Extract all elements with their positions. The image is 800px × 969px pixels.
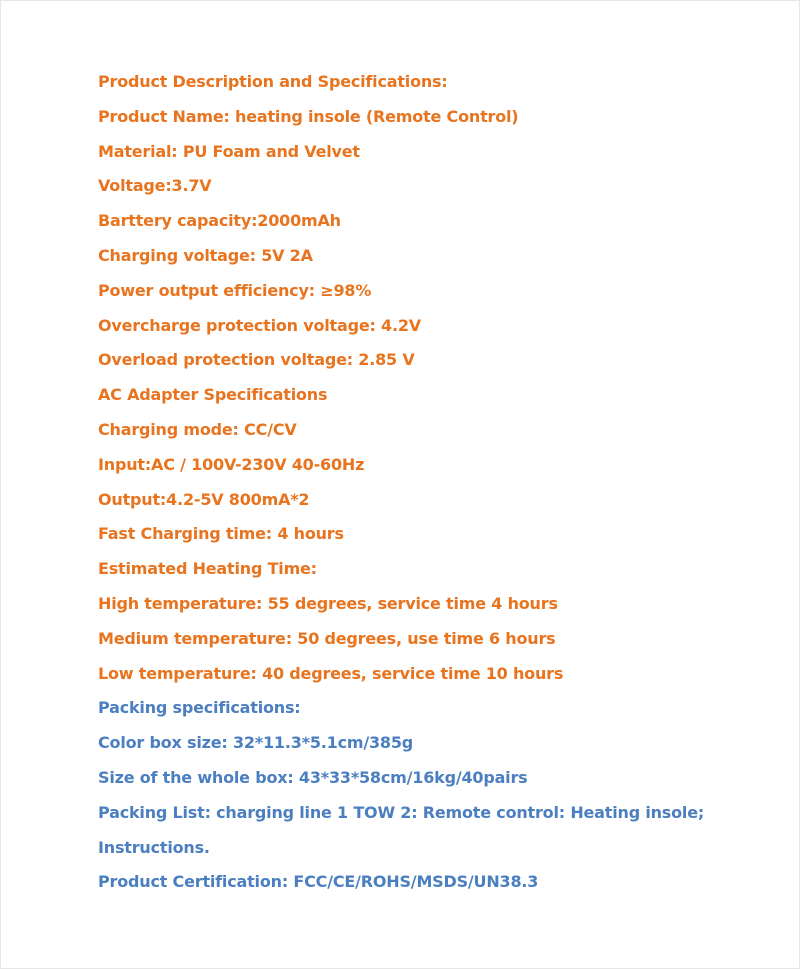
section-heading-packing: Packing specifications: [98,698,301,718]
output-line: Output:4.2-5V 800mA*2 [98,489,310,509]
certification-line: Product Certification: FCC/CE/ROHS/MSDS/UN38.3 [98,872,539,892]
charging-mode-line: Charging mode: CC/CV [98,419,297,439]
high-temperature-line: High temperature: 55 degrees, service time 4 hours [98,593,558,613]
instructions-line: Instructions. [98,837,210,857]
overload-protection-line: Overload protection voltage: 2.85 V [98,350,415,370]
medium-temperature-line: Medium temperature: 50 degrees, use time 6 hours [98,628,556,648]
battery-capacity-line: Barttery capacity:2000mAh [98,211,341,231]
section-heading-description: Product Description and Specifications: [98,72,448,91]
packing-list-line: Packing List: charging line 1 TOW 2: Remote control: Heating insole; [98,802,705,822]
fast-charging-time-line: Fast Charging time: 4 hours [98,524,344,544]
power-efficiency-line: Power output efficiency: ≥98% [98,280,372,300]
section-heading-ac-adapter: AC Adapter Specifications [98,385,328,405]
section-heading-heating-time: Estimated Heating Time: [98,559,317,579]
product-name-line: Product Name: heating insole (Remote Control) [98,106,519,126]
charging-voltage-line: Charging voltage: 5V 2A [98,245,313,265]
voltage-line: Voltage:3.7V [98,176,212,196]
whole-box-size-line: Size of the whole box: 43*33*58cm/16kg/40pairs [98,767,528,787]
input-line: Input:AC / 100V-230V 40-60Hz [98,454,365,474]
low-temperature-line: Low temperature: 40 degrees, service time 10 hours [98,663,564,683]
color-box-size-line: Color box size: 32*11.3*5.1cm/385g [98,733,414,753]
material-line: Material: PU Foam and Velvet [98,141,360,161]
overcharge-protection-line: Overcharge protection voltage: 4.2V [98,315,421,335]
specifications-text [98,65,758,900]
